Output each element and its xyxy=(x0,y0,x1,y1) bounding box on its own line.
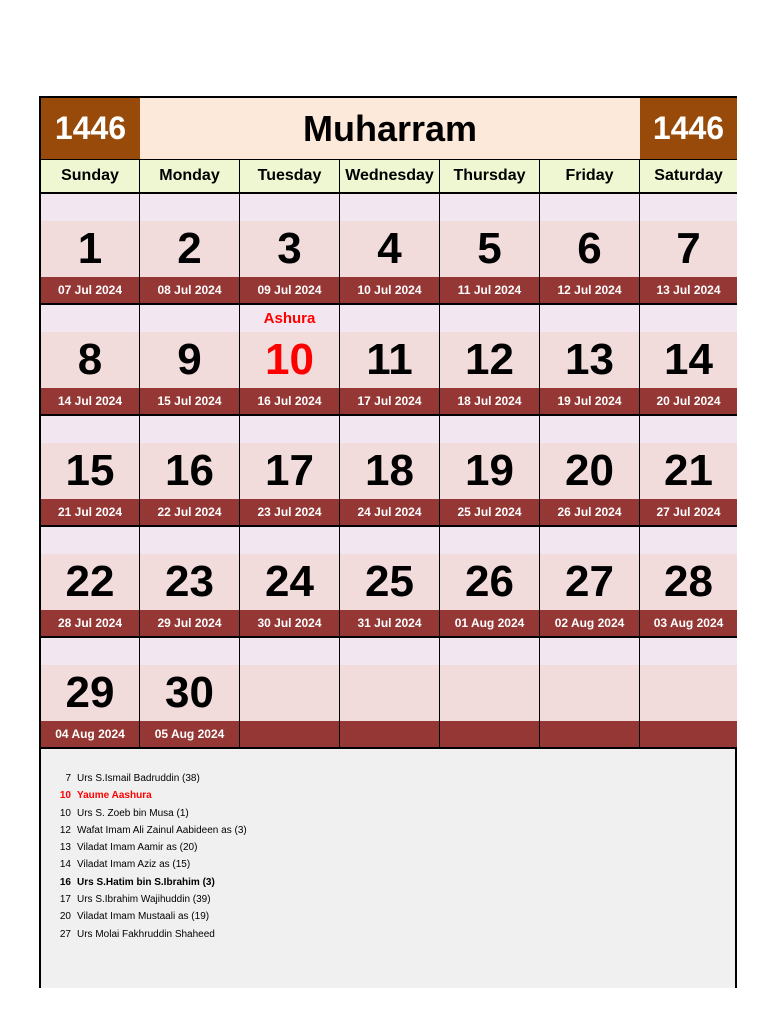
day-cell-14 xyxy=(640,305,737,416)
month-title: Muharram xyxy=(140,98,640,160)
gregorian-date: 23 Jul 2024 xyxy=(240,499,339,525)
gregorian-date: 20 Jul 2024 xyxy=(640,388,737,414)
day-cell-12 xyxy=(440,305,540,416)
gregorian-date: 02 Aug 2024 xyxy=(540,610,639,636)
cell-top-band xyxy=(540,194,639,221)
day-cell-17 xyxy=(240,416,340,527)
cell-top-band xyxy=(240,527,339,554)
day-cell-10 xyxy=(240,305,340,416)
hijri-day-number xyxy=(540,665,639,721)
day-cell-7 xyxy=(640,194,737,305)
day-cell-16 xyxy=(140,416,240,527)
event-day: 16 xyxy=(59,876,71,888)
event-day: 13 xyxy=(59,842,71,854)
hijri-day-number: 28 xyxy=(664,557,713,606)
events-panel xyxy=(41,749,735,988)
hijri-day-number: 26 xyxy=(465,557,514,606)
event-day: 27 xyxy=(59,928,71,940)
event-day: 14 xyxy=(59,859,71,871)
event-item xyxy=(53,874,247,891)
gregorian-date: 16 Jul 2024 xyxy=(240,388,339,414)
cell-top-band xyxy=(640,638,737,665)
day-cell-9 xyxy=(140,305,240,416)
hijri-day-number: 14 xyxy=(664,335,713,384)
event-text: Viladat Imam Aziz as (15) xyxy=(77,859,191,871)
day-cell-6 xyxy=(540,194,640,305)
cell-top-band xyxy=(140,305,239,332)
event-day: 20 xyxy=(59,911,71,923)
hijri-day-number: 15 xyxy=(65,446,115,495)
gregorian-date: 04 Aug 2024 xyxy=(41,721,139,747)
event-item xyxy=(53,839,247,856)
hijri-day-number: 11 xyxy=(366,335,413,384)
hijri-day-number: 24 xyxy=(265,557,314,606)
gregorian-date: 05 Aug 2024 xyxy=(140,721,239,747)
hijri-day-number: 18 xyxy=(365,446,414,495)
cell-top-band xyxy=(340,305,439,332)
gregorian-date: 25 Jul 2024 xyxy=(440,499,539,525)
event-text: Viladat Imam Aamir as (20) xyxy=(77,842,198,854)
cell-top-band xyxy=(340,416,439,443)
gregorian-date: 07 Jul 2024 xyxy=(41,277,139,303)
event-item xyxy=(53,770,247,787)
gregorian-date: 19 Jul 2024 xyxy=(540,388,639,414)
cell-top-band xyxy=(140,638,239,665)
hijri-day-number: 19 xyxy=(465,446,514,495)
gregorian-date: 14 Jul 2024 xyxy=(41,388,139,414)
hijri-day-number: 3 xyxy=(277,224,302,273)
day-cell-27 xyxy=(540,527,640,638)
day-cell-8 xyxy=(41,305,140,416)
hijri-day-number: 7 xyxy=(676,224,701,273)
hijri-day-number: 10 xyxy=(265,335,314,384)
hijri-day-number: 5 xyxy=(477,224,502,273)
day-cell-1 xyxy=(41,194,140,305)
gregorian-date: 08 Jul 2024 xyxy=(140,277,239,303)
gregorian-date: 18 Jul 2024 xyxy=(440,388,539,414)
year-left: 1446 xyxy=(41,98,140,160)
empty-cell xyxy=(340,638,440,749)
cell-top-band xyxy=(41,194,139,221)
event-day: 10 xyxy=(59,807,71,819)
event-text: Yaume Aashura xyxy=(77,790,152,802)
hijri-day-number xyxy=(340,665,439,721)
event-item xyxy=(53,822,247,839)
gregorian-date: 22 Jul 2024 xyxy=(140,499,239,525)
gregorian-date: 09 Jul 2024 xyxy=(240,277,339,303)
hijri-day-number: 29 xyxy=(65,668,115,717)
event-text: Urs S.Hatim bin S.Ibrahim (3) xyxy=(77,876,215,888)
cell-top-band xyxy=(540,416,639,443)
hijri-day-number: 13 xyxy=(565,335,614,384)
hijri-day-number: 25 xyxy=(365,557,414,606)
cell-top-band xyxy=(140,194,239,221)
weekday-tuesday: Tuesday xyxy=(240,160,340,194)
event-item xyxy=(53,805,247,822)
cell-top-band xyxy=(640,416,737,443)
event-item xyxy=(53,908,247,925)
cell-top-band xyxy=(41,416,139,443)
gregorian-date xyxy=(340,721,439,747)
day-cell-24 xyxy=(240,527,340,638)
day-cell-5 xyxy=(440,194,540,305)
day-cell-18 xyxy=(340,416,440,527)
hijri-day-number: 6 xyxy=(577,224,602,273)
cell-top-band xyxy=(240,416,339,443)
gregorian-date: 15 Jul 2024 xyxy=(140,388,239,414)
empty-cell xyxy=(240,638,340,749)
weekday-header xyxy=(41,160,735,194)
event-text: Urs S.Ismail Badruddin (38) xyxy=(77,773,200,784)
day-cell-20 xyxy=(540,416,640,527)
cell-top-band xyxy=(640,194,737,221)
event-item xyxy=(53,856,247,873)
event-text: Urs S. Zoeb bin Musa (1) xyxy=(77,807,189,819)
hijri-day-number: 2 xyxy=(177,224,202,273)
cell-top-band xyxy=(140,527,239,554)
cell-top-band xyxy=(440,305,539,332)
event-day: 17 xyxy=(59,894,71,906)
gregorian-date: 27 Jul 2024 xyxy=(640,499,737,525)
gregorian-date: 11 Jul 2024 xyxy=(440,277,539,303)
cell-top-band xyxy=(440,638,539,665)
cell-top-band xyxy=(640,527,737,554)
cell-top-band xyxy=(41,305,139,332)
gregorian-date: 03 Aug 2024 xyxy=(640,610,737,636)
event-text: Urs S.Ibrahim Wajihuddin (39) xyxy=(77,894,211,906)
day-cell-23 xyxy=(140,527,240,638)
cell-top-band xyxy=(440,194,539,221)
day-cell-29 xyxy=(41,638,140,749)
hijri-day-number: 27 xyxy=(565,557,614,606)
event-item xyxy=(53,787,247,804)
day-cell-11 xyxy=(340,305,440,416)
weekday-saturday: Saturday xyxy=(640,160,737,194)
gregorian-date: 12 Jul 2024 xyxy=(540,277,639,303)
hijri-day-number: 8 xyxy=(77,335,103,384)
day-cell-21 xyxy=(640,416,737,527)
hijri-day-number: 17 xyxy=(265,446,314,495)
day-cell-2 xyxy=(140,194,240,305)
event-text: Viladat Imam Mustaali as (19) xyxy=(77,911,210,923)
gregorian-date xyxy=(540,721,639,747)
gregorian-date: 26 Jul 2024 xyxy=(540,499,639,525)
day-cell-28 xyxy=(640,527,737,638)
event-item xyxy=(53,926,247,943)
gregorian-date: 31 Jul 2024 xyxy=(340,610,439,636)
year-right: 1446 xyxy=(640,98,737,160)
event-day: 12 xyxy=(59,824,71,836)
weekday-wednesday: Wednesday xyxy=(340,160,440,194)
gregorian-date xyxy=(240,721,339,747)
hijri-day-number: 23 xyxy=(165,557,214,606)
day-cell-15 xyxy=(41,416,140,527)
gregorian-date: 13 Jul 2024 xyxy=(640,277,737,303)
gregorian-date: 10 Jul 2024 xyxy=(340,277,439,303)
hijri-day-number xyxy=(440,665,539,721)
gregorian-date xyxy=(440,721,539,747)
cell-top-band xyxy=(440,416,539,443)
weekday-sunday: Sunday xyxy=(41,160,140,194)
calendar xyxy=(39,96,737,988)
weekday-thursday: Thursday xyxy=(440,160,540,194)
hijri-day-number: 16 xyxy=(165,446,214,495)
event-day: 7 xyxy=(65,773,71,784)
hijri-day-number: 20 xyxy=(565,446,614,495)
event-day: 10 xyxy=(59,790,71,802)
hijri-day-number: 12 xyxy=(465,335,514,384)
gregorian-date: 29 Jul 2024 xyxy=(140,610,239,636)
cell-top-band xyxy=(140,416,239,443)
cell-top-band xyxy=(440,527,539,554)
cell-top-band xyxy=(41,638,139,665)
events-list xyxy=(53,770,247,943)
gregorian-date: 28 Jul 2024 xyxy=(41,610,139,636)
cell-top-band xyxy=(240,194,339,221)
cell-top-band xyxy=(240,638,339,665)
event-text: Wafat Imam Ali Zainul Aabideen as (3) xyxy=(77,824,247,836)
day-cell-19 xyxy=(440,416,540,527)
cell-top-band xyxy=(540,527,639,554)
gregorian-date: 30 Jul 2024 xyxy=(240,610,339,636)
cell-top-band xyxy=(540,305,639,332)
hijri-day-number: 9 xyxy=(177,335,202,384)
cell-top-band xyxy=(41,527,139,554)
day-cell-13 xyxy=(540,305,640,416)
day-cell-3 xyxy=(240,194,340,305)
title-row xyxy=(41,98,735,160)
hijri-day-number: 30 xyxy=(165,668,214,717)
gregorian-date xyxy=(640,721,737,747)
empty-cell xyxy=(440,638,540,749)
day-cell-4 xyxy=(340,194,440,305)
event-item xyxy=(53,891,247,908)
cell-top-band xyxy=(640,305,737,332)
event-text: Urs Molai Fakhruddin Shaheed xyxy=(77,928,215,940)
day-cell-26 xyxy=(440,527,540,638)
hijri-day-number: 22 xyxy=(65,557,115,606)
hijri-day-number xyxy=(640,665,737,721)
hijri-day-number xyxy=(240,665,339,721)
gregorian-date: 24 Jul 2024 xyxy=(340,499,439,525)
day-cell-22 xyxy=(41,527,140,638)
hijri-day-number: 1 xyxy=(77,224,103,273)
gregorian-date: 21 Jul 2024 xyxy=(41,499,139,525)
empty-cell xyxy=(640,638,737,749)
holiday-label: Ashura xyxy=(263,310,316,327)
gregorian-date: 17 Jul 2024 xyxy=(340,388,439,414)
weekday-monday: Monday xyxy=(140,160,240,194)
day-cell-30 xyxy=(140,638,240,749)
gregorian-date: 01 Aug 2024 xyxy=(440,610,539,636)
cell-top-band xyxy=(340,194,439,221)
day-cell-25 xyxy=(340,527,440,638)
empty-cell xyxy=(540,638,640,749)
weekday-friday: Friday xyxy=(540,160,640,194)
hijri-day-number: 21 xyxy=(664,446,713,495)
cell-top-band xyxy=(340,527,439,554)
cell-top-band xyxy=(340,638,439,665)
hijri-day-number: 4 xyxy=(377,224,402,273)
cell-top-band xyxy=(540,638,639,665)
